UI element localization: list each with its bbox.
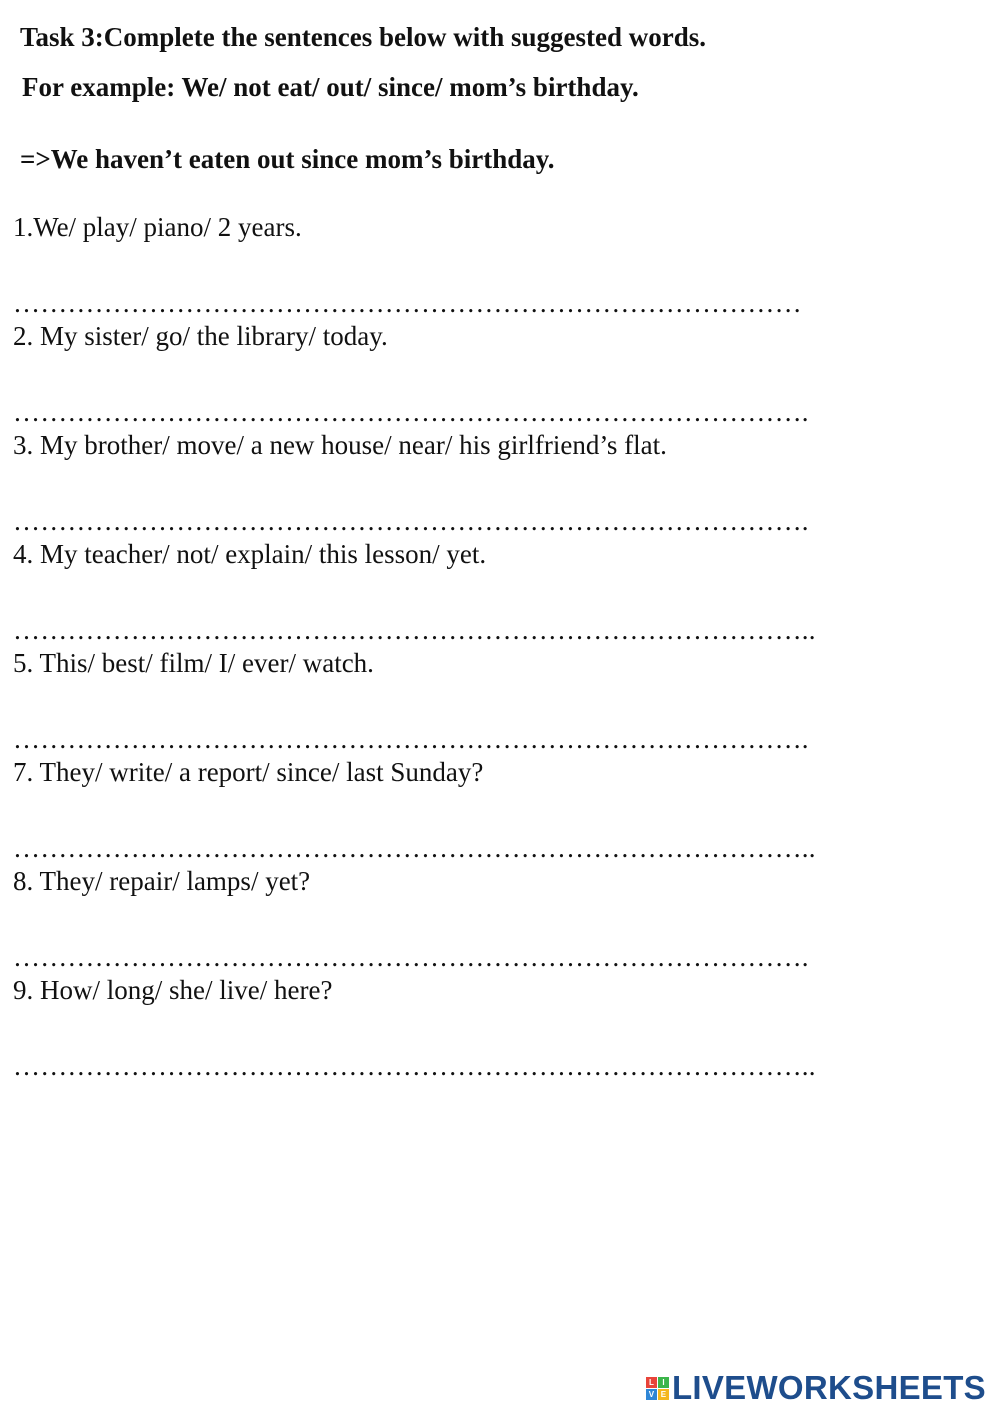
item-prompt-1: 1.We/ play/ piano/ 2 years. xyxy=(13,212,302,242)
item-prompt-4: 4. My teacher/ not/ explain/ this lesson/ yet. xyxy=(13,539,487,569)
task-title: Task 3:Complete the sentences below with suggested words. xyxy=(20,22,706,52)
answer-line-9[interactable]: …………………………………………………………………………….. xyxy=(13,1051,816,1081)
item-prompt-5: 5. This/ best/ film/ I/ ever/ watch. xyxy=(13,648,374,678)
answer-line-3[interactable]: ……………………………………………………………………………. xyxy=(13,506,809,536)
answer-line-1[interactable]: …………………………………………………………………………… xyxy=(13,288,802,318)
item-prompt-9: 9. How/ long/ she/ live/ here? xyxy=(13,975,333,1005)
item-prompt-8: 8. They/ repair/ lamps/ yet? xyxy=(13,866,311,896)
answer-line-7[interactable]: …………………………………………………………………………….. xyxy=(13,833,816,863)
answer-line-2[interactable]: ……………………………………………………………………………. xyxy=(13,397,809,427)
answer-line-8[interactable]: ……………………………………………………………………………. xyxy=(13,942,809,972)
logo-grid-icon xyxy=(646,1377,669,1400)
answer-line-5[interactable]: ……………………………………………………………………………. xyxy=(13,724,809,754)
logo-cell: E xyxy=(658,1389,669,1400)
example-answer: =>We haven’t eaten out since mom’s birthday. xyxy=(20,144,555,174)
liveworksheets-logo[interactable] xyxy=(646,1369,986,1407)
logo-text: LIVEWORKSHEETS xyxy=(671,1369,986,1406)
item-prompt-3: 3. My brother/ move/ a new house/ near/ his girlfriend’s flat. xyxy=(13,430,667,460)
logo-cell: I xyxy=(658,1377,669,1388)
item-prompt-2: 2. My sister/ go/ the library/ today. xyxy=(13,321,388,351)
logo-cell: V xyxy=(646,1389,657,1400)
item-prompt-7: 7. They/ write/ a report/ since/ last Sunday? xyxy=(13,757,484,787)
logo-cell: L xyxy=(646,1377,657,1388)
answer-line-4[interactable]: …………………………………………………………………………….. xyxy=(13,615,816,645)
example-prompt: For example: We/ not eat/ out/ since/ mom’s birthday. xyxy=(22,72,639,102)
